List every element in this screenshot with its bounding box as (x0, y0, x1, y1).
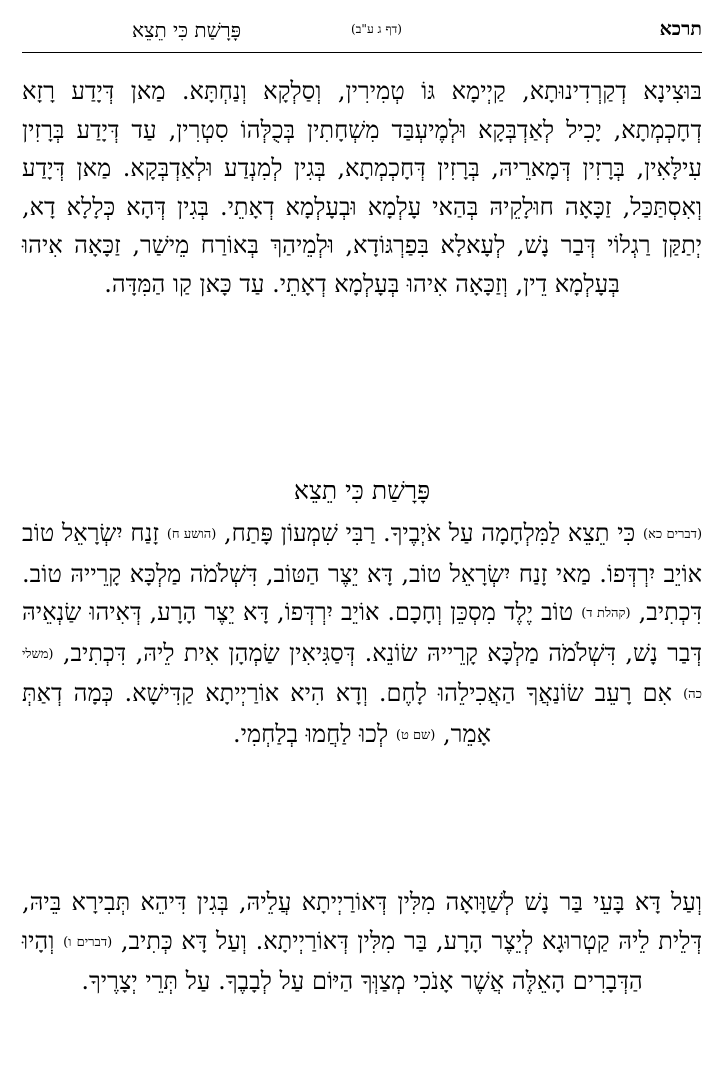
source-citation: (משלי כה) (22, 646, 702, 702)
text-segment: וְהָיוּ הַדְּבָרִים הָאֵלֶּה אֲשֶׁר אָנֹכִי מְצַוְּךָ הַיּוֹם עַל לְבָבֶךָ. עַל תְּרֵי יְצָרֶיךָ. (22, 926, 643, 995)
source-citation: (קהלת ד) (581, 606, 631, 621)
section-title: פָּרָשַׁת כִּי תֵצֵא (293, 476, 431, 505)
page-number: תרכא (659, 18, 702, 40)
paragraph-ki-tetze (22, 514, 702, 755)
text-segment: כִּי תֵצֵא לַמִּלְחָמָה עַל אֹיְבֶיךָ. רַבִּי שִׁמְעוֹן פָּתַח, (224, 519, 636, 547)
source-citation: (דברים ו) (63, 934, 113, 950)
source-citation: (דברים כא) (643, 527, 703, 542)
source-citation: (הושע ח) (166, 527, 217, 542)
header-divider (22, 52, 702, 53)
paragraph-kav-hamidah: בּוּצִינָא דְקַרְדִינוּתָא, קַיְימָא גּוֹ טְמִירִין, וְסַלְקָא וְנַחְתָּא. מַאן דְּיָדַע רָזָא דְחָכְמְתָא, יָכִיל לְאַדְבְּקָא וּלְמֶיעְבַּד מִשְׁחָתִין בְּכֻלְּהוֹ סִטְרִין, עַד דְּיָדַע בְּרָזִין עִילָּאִין, בְּרָזִין דְּמָארֵיהּ, בְּרָזִין דְּחָכְמְתָא, בְּגִין לְמִנְדַע וּלְאַדְבְּקָא. מַאן דְּיָדַע וְאִסְתַּכַּל, זַכָּאָה חוּלָקֵיהּ בְּהַאי עָלְמָא וּבְעָלְמָא דְאָתֵי. בְּגִין דְּהָא כְּלָלָא דָא, יְתַקַּן רַגְלוֹי דְּבַר נָשׁ, לְעָאלָא בִּפַרְגּוֹדָא, וּלְמֵיהַךְ בְּאוֹרַח מֵישַׁר, זַכָּאָה אִיהוּ בְּעָלְמָא דֵין, וְזַכָּאָה אִיהוּ בְּעָלְמָא דְאָתֵי. עַד כָּאן קַו הַמִּדָּה. (22, 77, 703, 298)
document-page (22, 0, 702, 1080)
text-segment: לְכוּ לַחֲמוּ בְלַחְמִי. (232, 719, 389, 748)
text-segment: אִם רָעֵב שׂוֹנַאֲךָ הַאֲכִילֵהוּ לָחֶם. וְדָא הִיא אוֹרַיְיתָא קַדִּישָׁא. כְּמָה דְאַתְּ אָמֵר, (22, 679, 673, 748)
text-segment: וְעַל דָּא בָּעֵי בַּר נָשׁ לְשַׁוָּואָה מִלִּין דְּאוֹרַיְיתָא עֲלֵיהּ, בְּגִין דִּיהֵא תְּבִירָא בֵּיהּ, דְּלֵית לֵיהּ קַטְרוּגָא לְיֵצֶר הָרָע, בַּר מִלִּין דְּאוֹרַיְיתָא. וְעַל דָּא כְּתִיב, (22, 888, 702, 955)
text-segment: זָנַח יִשְׂרָאֵל טוֹב אוֹיֵב יִרְדְּפוֹ. מַאי זָנַח יִשְׂרָאֵל טוֹב, דָּא יֵצֶר הַטּוֹב, דִּשְׁלֹמֹה מַלְכָּא קָרֵייהּ טוֹב. דִּכְתִיב, (22, 519, 702, 626)
paragraph-torah-words (22, 883, 702, 1001)
text-segment: טוֹב יֶלֶד מִסְכֵּן וְחָכָם. אוֹיֵב יִרְדְּפוֹ, דָּא יֵצֶר הָרָע, דְּאִיהוּ שַׂנְאֵיהּ דְּבַר נָשׁ, דִּשְׁלֹמֹה מַלְכָּא קָרֵייהּ שׂוֹנֵא. דְּסַגִּיאִין שַׂמְהָן אִית לֵיהּ, דִּכְתִיב, (22, 598, 702, 667)
daf-reference: (דף ג ע"ב) (350, 22, 402, 36)
source-citation: (שם ט) (395, 727, 436, 743)
page-header (22, 14, 702, 44)
running-title: פָּרָשַׁת כִּי תֵצֵא (132, 18, 242, 42)
